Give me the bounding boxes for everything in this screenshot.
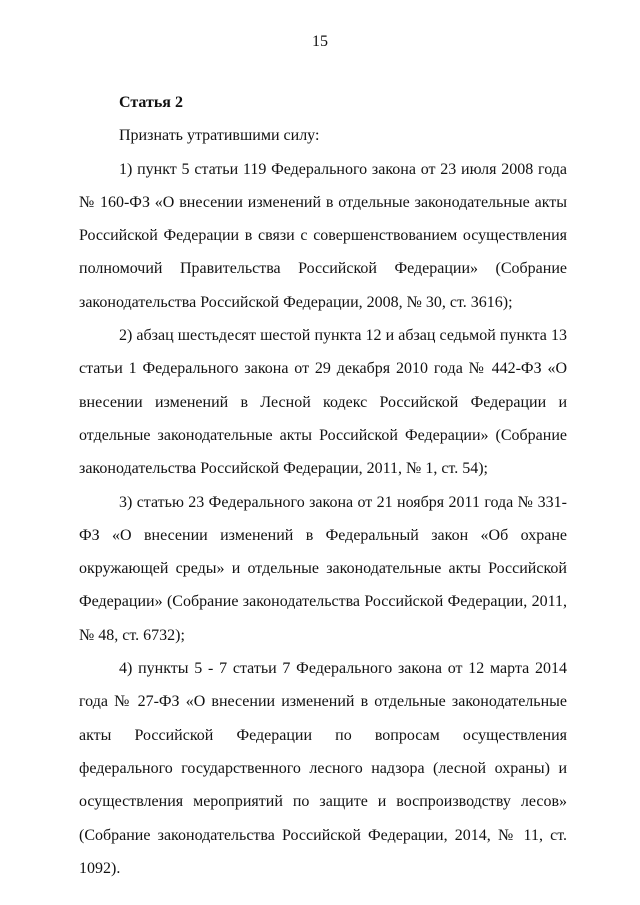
article-title: Статья 2: [119, 94, 183, 111]
page-number: 15: [312, 33, 328, 50]
article-intro: Признать утратившими силу:: [119, 127, 320, 145]
list-item-2: 2) абзац шестьдесят шестой пункта 12 и абзац седьмой пункта 13 статьи 1 Федерального закона от 29 декабря 2010 года № 442-ФЗ «О внесении изменений в Лесной кодекс Российской Федерации и отдельные законодательные акты Российской Федерации» (Собрание законодательства Российской Федерации, 2011, № 1, ст. 54);: [79, 327, 567, 478]
list-item-4: 4) пункты 5 - 7 статьи 7 Федерального закона от 12 марта 2014 года № 27-ФЗ «О внесении изменений в отдельные законодательные акты Российской Федерации по вопросам осуществления федерального государственного лесного надзора (лесной охраны) и осуществления мероприятий по защите и воспроизводству лесов» (Собрание законодательства Российской Федерации, 2014, № 11, ст. 1092).: [79, 660, 567, 877]
list-item-3: 3) статью 23 Федерального закона от 21 ноября 2011 года № 331-ФЗ «О внесении изменений в Федеральный закон «Об охране окружающей среды» и отдельные законодательные акты Российской Федерации» (Собрание законодательства Российской Федерации, 2011, № 48, ст. 6732);: [79, 493, 567, 644]
document-body: [79, 86, 567, 885]
list-item-1: 1) пункт 5 статьи 119 Федерального закона от 23 июля 2008 года № 160-ФЗ «О внесении изменений в отдельные законодательные акты Российской Федерации в связи с совершенствованием осуществления полномочий Правительства Российской Федерации» (Собрание законодательства Российской Федерации, 2008, № 30, ст. 3616);: [79, 160, 567, 311]
